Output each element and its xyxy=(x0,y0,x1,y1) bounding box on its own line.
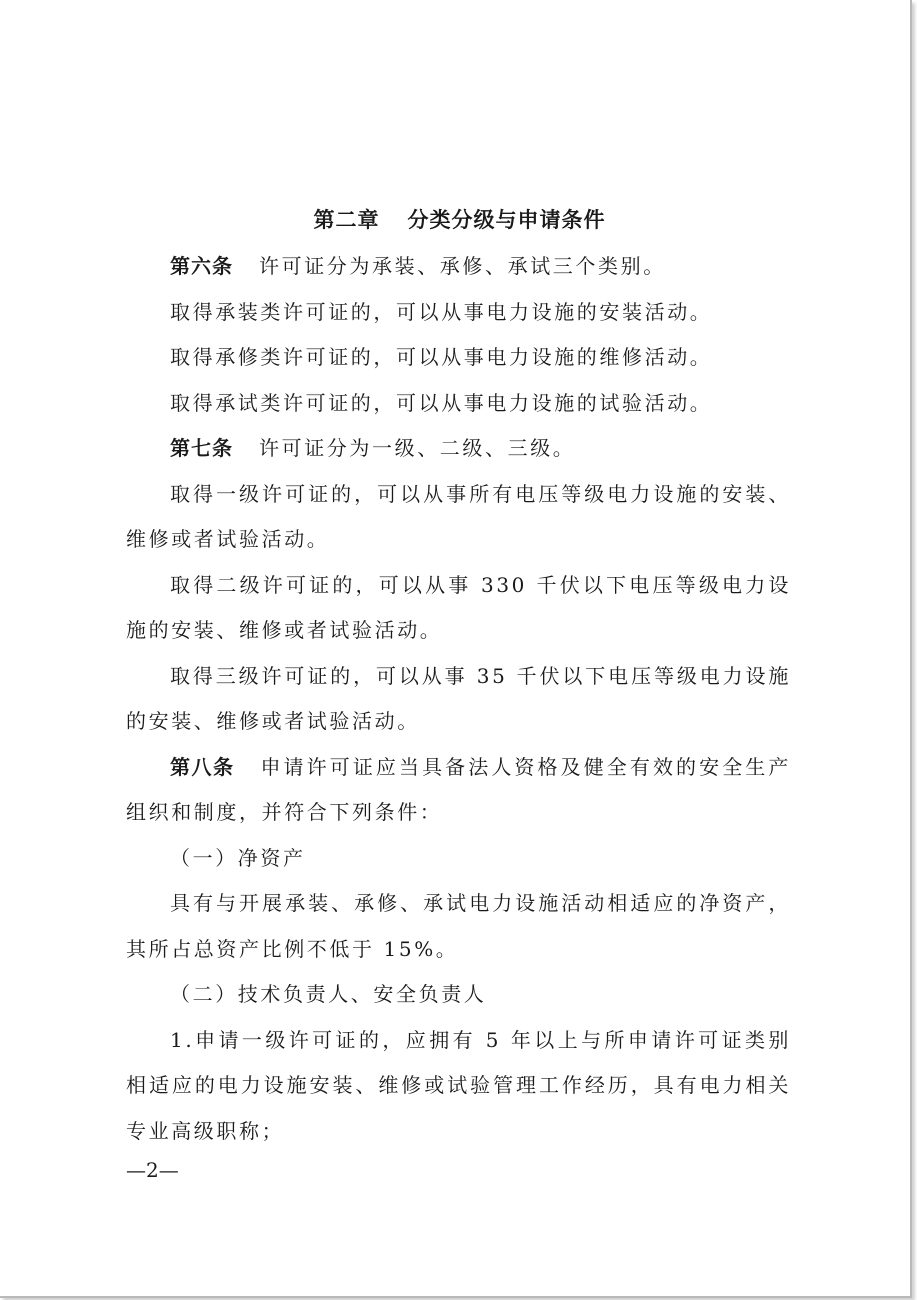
item-two-heading: （二）技术负责人、安全负责人 xyxy=(170,982,487,1006)
article-eight xyxy=(126,745,791,836)
item-one-text: 具有与开展承装、承修、承试电力设施活动相适应的净资产，其所占总资产比例不低于 15%。 xyxy=(126,891,791,961)
document-body xyxy=(126,200,791,1154)
chapter-label: 第二章 xyxy=(313,208,380,232)
article-six-para-2: 取得承修类许可证的，可以从事电力设施的维修活动。 xyxy=(170,345,713,369)
article-six-head: 第六条 xyxy=(170,254,233,278)
article-six-para-1: 取得承装类许可证的，可以从事电力设施的安装活动。 xyxy=(170,299,713,324)
article-six-para-3: 取得承试类许可证的，可以从事电力设施的试验活动。 xyxy=(170,390,713,415)
article-seven-para-3: 取得三级许可证的，可以从事 35 千伏以下电压等级电力设施的安装、维修或者试验活动。 xyxy=(126,663,791,733)
article-six-text: 许可证分为承装、承修、承试三个类别。 xyxy=(259,254,666,278)
article-six xyxy=(126,244,791,290)
article-seven-text: 许可证分为一级、二级、三级。 xyxy=(259,436,576,460)
article-seven-head: 第七条 xyxy=(170,436,233,460)
item-two-text: 1.申请一级许可证的，应拥有 5 年以上与所申请许可证类别相适应的电力设施安装、维修或试验管理工作经历，具有电力相关专业高级职称； xyxy=(126,1027,791,1143)
article-seven-para-1: 取得一级许可证的，可以从事所有电压等级电力设施的安装、维修或者试验活动。 xyxy=(126,481,791,551)
page-number: —2— xyxy=(126,1158,179,1182)
chapter-name: 分类分级与申请条件 xyxy=(407,208,606,232)
article-eight-text: 申请许可证应当具备法人资格及健全有效的安全生产组织和制度，并符合下列条件： xyxy=(126,754,791,824)
chapter-title xyxy=(126,200,791,240)
article-seven xyxy=(126,426,791,472)
article-eight-head: 第八条 xyxy=(170,754,235,779)
article-seven-para-2: 取得二级许可证的，可以从事 330 千伏以下电压等级电力设施的安装、维修或者试验活动。 xyxy=(126,572,791,642)
item-one-heading: （一）净资产 xyxy=(170,845,306,870)
